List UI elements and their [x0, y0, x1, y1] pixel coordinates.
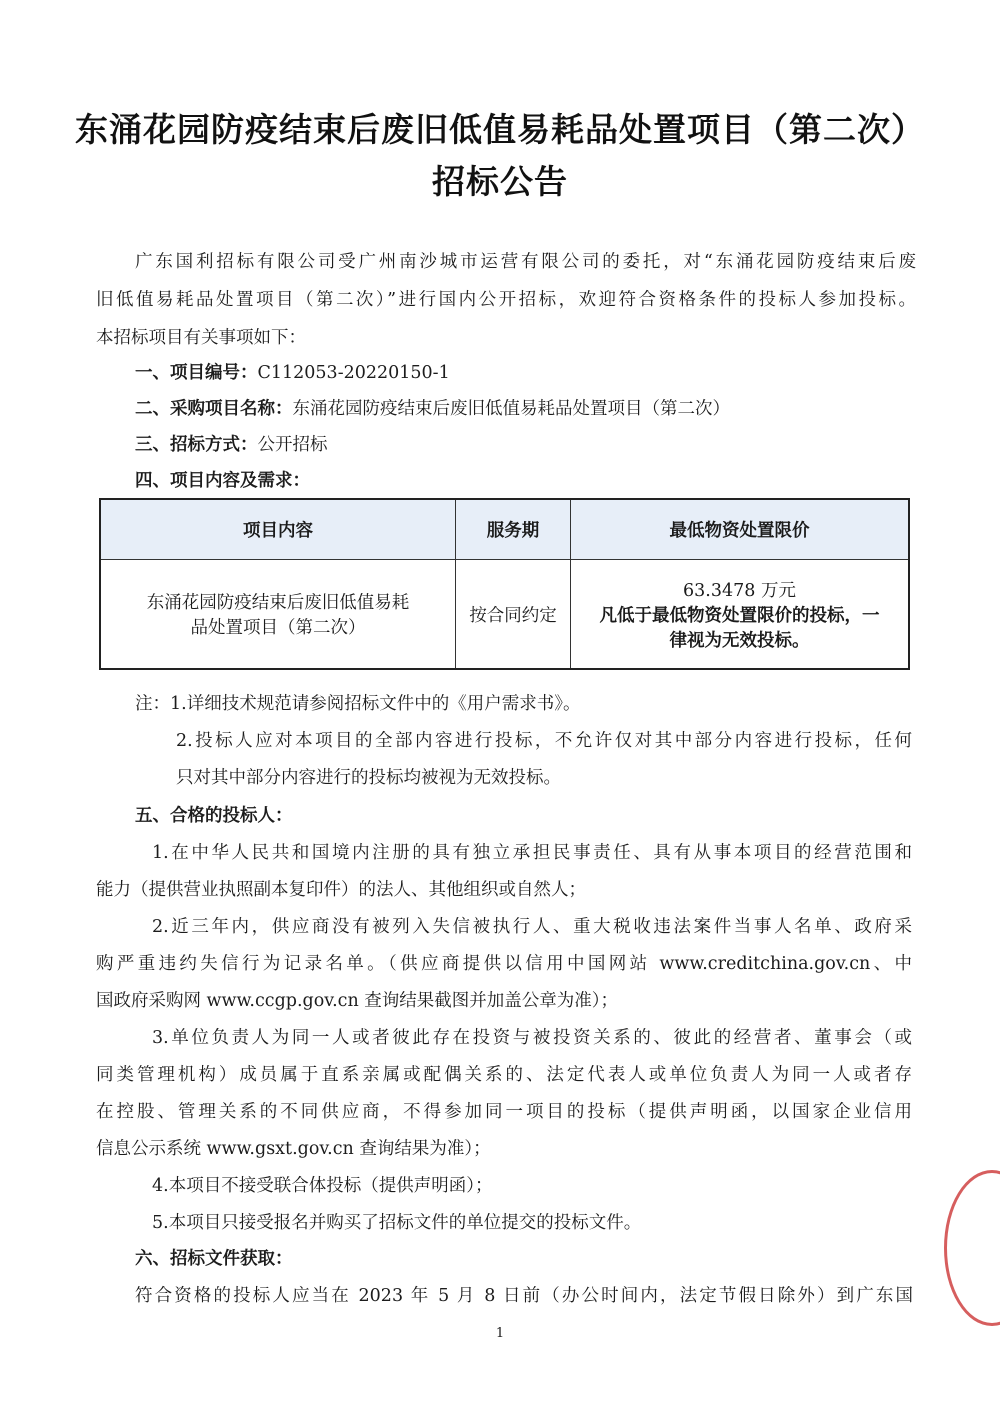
- section-1-label: 一、项目编号：: [135, 363, 258, 383]
- acquisition-line-1: 符合资格的投标人应当在 2023 年 5 月 8 日前（办公时间内，法定节假日除外）到广东国: [135, 1286, 913, 1306]
- price-value: 63.3478 万元: [683, 580, 796, 601]
- section-tender-method: [135, 433, 955, 457]
- note-1: 注：1.详细技术规范请参阅招标文件中的《用户需求书》。: [135, 694, 581, 714]
- bidder-req-1-line-2: 能力（提供营业执照副本复印件）的法人、其他组织或自然人；: [96, 880, 586, 900]
- section-3-label: 三、招标方式：: [135, 435, 258, 455]
- bidder-req-5: 5.本项目只接受报名并购买了招标文件的单位提交的投标文件。: [152, 1213, 642, 1233]
- table-header-content: 项目内容: [100, 499, 456, 560]
- intro-line-2: 旧低值易耗品处置项目（第二次）”进行国内公开招标，欢迎符合资格条件的投标人参加投标。: [96, 290, 916, 310]
- bidder-req-3-line-2: 同类管理机构）成员属于直系亲属或配偶关系的、法定代表人或单位负责人为同一人或者存: [96, 1065, 912, 1085]
- page-number: 1: [495, 1326, 505, 1341]
- section-6-label: 六、招标文件获取：: [135, 1249, 293, 1269]
- bidder-req-3-line-4: 信息公示系统 www.gsxt.gov.cn 查询结果为准）；: [96, 1139, 491, 1159]
- document-title-line2: 招标公告: [432, 162, 568, 201]
- content-line-1: 东涌花园防疫结束后废旧低值易耗: [146, 593, 410, 613]
- note-2-line-2: 只对其中部分内容进行的投标均被视为无效投标。: [176, 768, 561, 788]
- bidder-req-3-line-3: 在控股、管理关系的不同供应商，不得参加同一项目的投标（提供声明函，以国家企业信用: [96, 1102, 912, 1122]
- intro-line-1: 广东国利招标有限公司受广州南沙城市运营有限公司的委托，对“东涌花园防疫结束后废: [135, 252, 916, 272]
- table-header-price: 最低物资处置限价: [571, 499, 910, 560]
- section-qualified-bidders: [135, 804, 955, 828]
- bidder-req-4: 4.本项目不接受联合体投标（提供声明函）；: [152, 1176, 493, 1196]
- section-document-acquisition: [135, 1247, 955, 1271]
- section-project-number: [135, 361, 955, 385]
- content-line-2: 品处置项目（第二次）: [190, 618, 366, 638]
- project-number-value: C112053-20220150-1: [257, 363, 450, 383]
- section-content-requirements: [135, 469, 955, 493]
- table-cell-content: [100, 560, 456, 670]
- table-header-period: 服务期: [456, 499, 571, 560]
- bidder-req-2-line-2: 购严重违约失信行为记录名单。（供应商提供以信用中国网站 www.creditchina.gov.cn、中: [96, 954, 912, 974]
- bidder-req-1-line-1: 1.在中华人民共和国境内注册的具有独立承担民事责任、具有从事本项目的经营范围和: [152, 843, 912, 863]
- bidder-req-3-line-1: 3.单位负责人为同一人或者彼此存在投资与被投资关系的、彼此的经营者、董事会（或: [152, 1028, 912, 1048]
- table-header-row: [100, 499, 909, 560]
- bidder-req-2-line-3: 国政府采购网 www.ccgp.gov.cn 查询结果截图并加盖公章为准）；: [96, 991, 619, 1011]
- requirements-table: [99, 498, 910, 670]
- price-note-line-1: 凡低于最低物资处置限价的投标，一: [599, 605, 880, 626]
- section-4-label: 四、项目内容及需求：: [135, 471, 310, 491]
- bidder-req-2-line-1: 2.近三年内，供应商没有被列入失信被执行人、重大税收违法案件当事人名单、政府采: [152, 917, 912, 937]
- intro-line-3: 本招标项目有关事项如下：: [96, 328, 306, 348]
- table-cell-price: [571, 560, 910, 670]
- table-row: [100, 560, 909, 670]
- section-2-label: 二、采购项目名称：: [135, 399, 293, 419]
- document-title-line1: 东涌花园防疫结束后废旧低值易耗品处置项目（第二次）: [75, 110, 925, 149]
- price-note-line-2: 律视为无效投标。: [669, 630, 810, 651]
- table-cell-period: 按合同约定: [456, 560, 571, 670]
- section-5-label: 五、合格的投标人：: [135, 806, 293, 826]
- section-project-name: [135, 397, 955, 421]
- tender-method-value: 公开招标: [257, 435, 328, 455]
- project-name-value: 东涌花园防疫结束后废旧低值易耗品处置项目（第二次）: [292, 399, 730, 419]
- note-2-line-1: 2.投标人应对本项目的全部内容进行投标，不允许仅对其中部分内容进行投标，任何: [176, 731, 912, 751]
